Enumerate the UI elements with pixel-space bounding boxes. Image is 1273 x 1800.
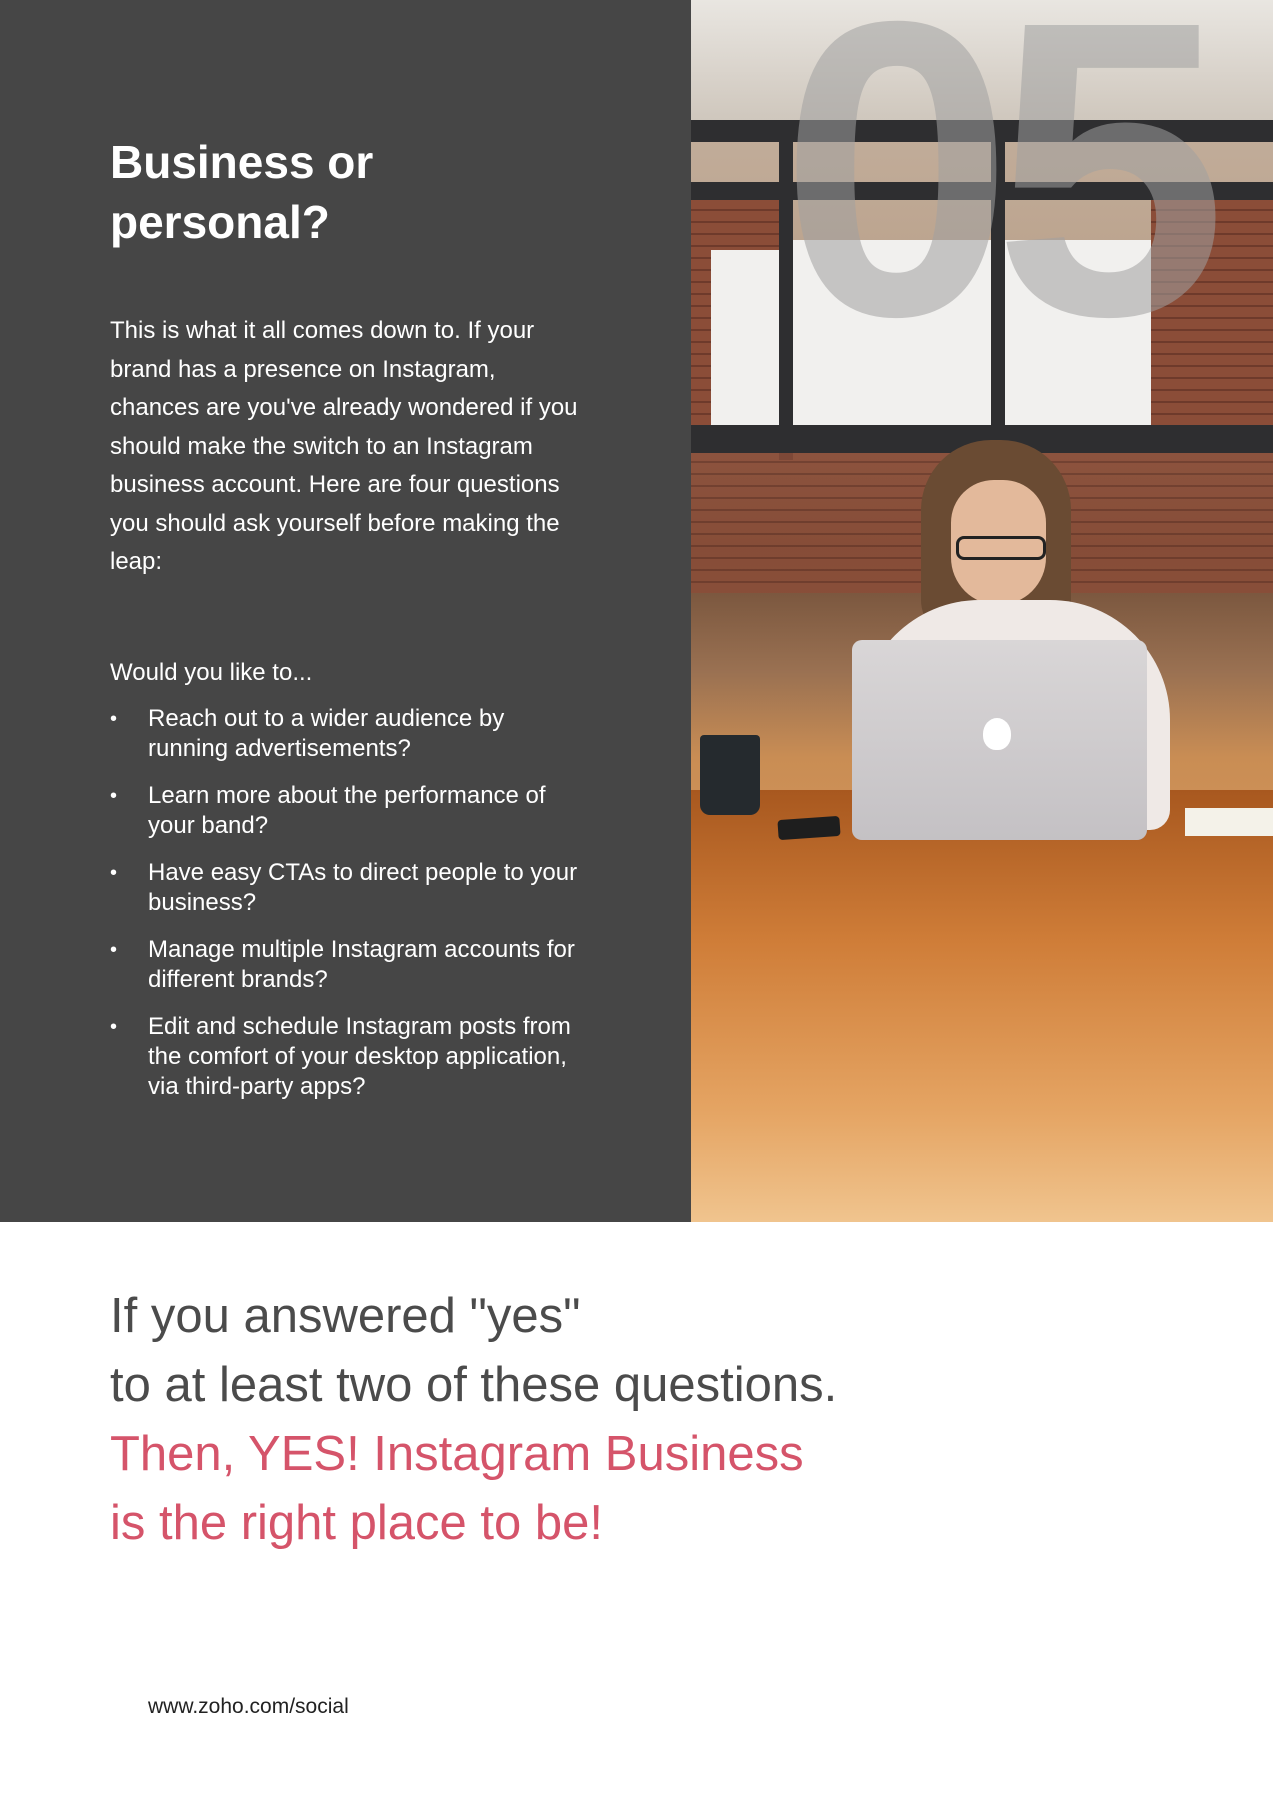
- title-line-1: Business or: [110, 136, 374, 188]
- title-line-2: personal?: [110, 196, 330, 248]
- question-text: Manage multiple Instagram accounts for different brands?: [148, 936, 575, 993]
- question-item: [110, 935, 590, 995]
- question-item: [110, 704, 590, 764]
- notebook-icon: [1185, 808, 1273, 836]
- question-list: [110, 704, 590, 1119]
- text-panel: [0, 0, 691, 1222]
- apple-logo-icon: [983, 718, 1011, 750]
- question-text: Learn more about the performance of your band?: [148, 782, 546, 839]
- bullet-icon: •: [110, 862, 118, 884]
- photo-person-glasses: [956, 536, 1046, 560]
- answer-line-2: to at least two of these questions.: [110, 1358, 838, 1412]
- intro-paragraph: This is what it all comes down to. If your brand has a presence on Instagram, chances are you've already wondered if you should make the switch to an Instagram business account. Here are four questions you should ask yourself before making the leap:: [110, 317, 578, 575]
- bullet-icon: •: [110, 708, 118, 730]
- photo-whiteboard: [711, 250, 779, 425]
- photo-table: [691, 790, 1273, 1222]
- bullet-icon: •: [110, 939, 118, 961]
- question-text: Edit and schedule Instagram posts from the comfort of your desktop application, via third-party apps?: [148, 1013, 571, 1100]
- question-item: [110, 858, 590, 918]
- question-text: Reach out to a wider audience by running advertisements?: [148, 705, 505, 762]
- mug-icon: [700, 735, 760, 815]
- question-item: [110, 1012, 590, 1102]
- footer-url-link[interactable]: www.zoho.com/social: [148, 1695, 349, 1718]
- page-title: [110, 132, 590, 252]
- bullet-icon: •: [110, 785, 118, 807]
- bullet-icon: •: [110, 1016, 118, 1038]
- answer-line-4: is the right place to be!: [110, 1496, 604, 1550]
- answer-line-1: If you answered "yes": [110, 1289, 581, 1343]
- question-text: Have easy CTAs to direct people to your business?: [148, 859, 578, 916]
- answer-line-3: Then, YES! Instagram Business: [110, 1427, 804, 1481]
- question-item: [110, 781, 590, 841]
- section-number: 05: [780, 0, 1208, 404]
- answer-callout: [110, 1282, 1110, 1558]
- question-lead: Would you like to...: [110, 659, 313, 686]
